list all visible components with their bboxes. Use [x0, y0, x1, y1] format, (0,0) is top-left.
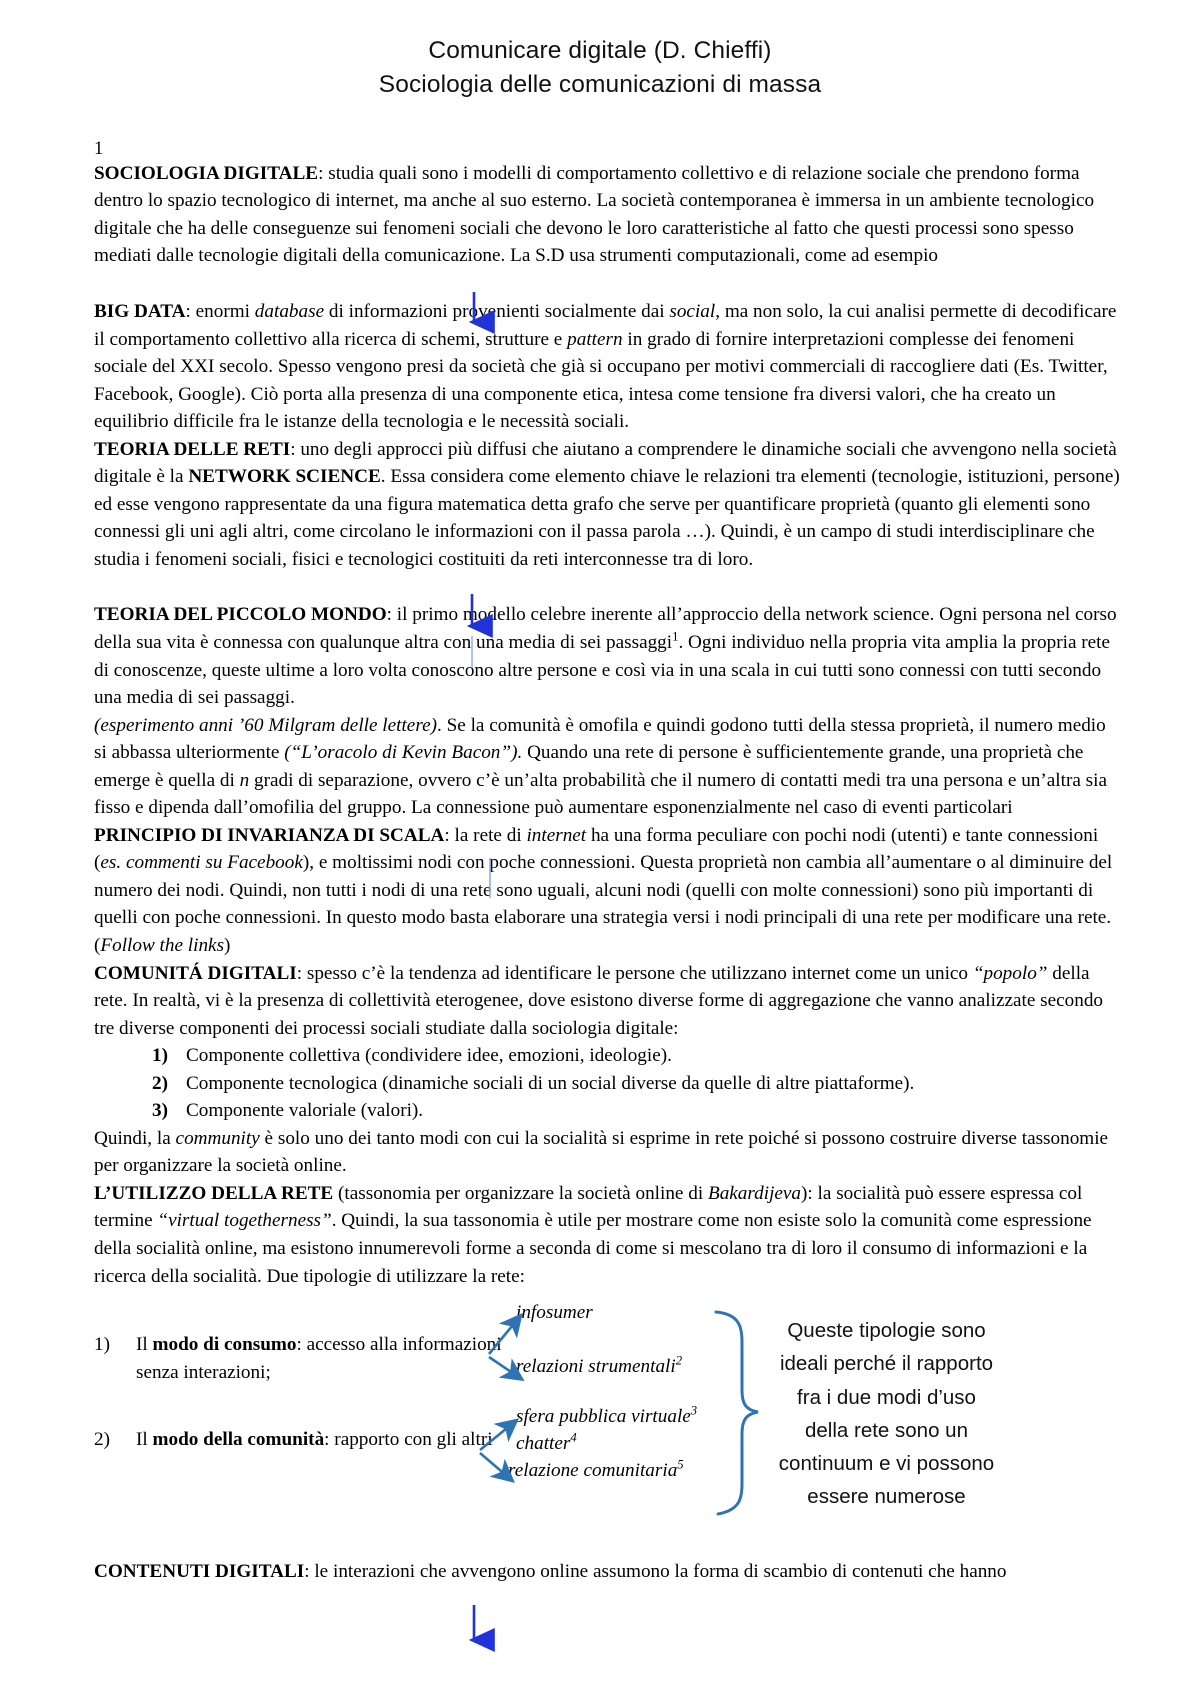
footnote-ref-1: 1 [672, 629, 679, 644]
note-line-4: della rete sono un [805, 1418, 968, 1442]
branch-text: relazione comunitaria [508, 1460, 678, 1482]
italic-pattern: pattern [567, 328, 623, 350]
branch-label-infosumer [516, 1302, 593, 1324]
text-utilizzo-2: ): la socialità può essere espressa col termine [94, 1182, 1083, 1232]
bold-network-science: NETWORK SCIENCE [188, 466, 381, 488]
text-item1-post: : accesso alla informazioni [296, 1334, 502, 1356]
text-comunita-tail-2: è solo uno dei tanto modi con cui la socialità si esprime in rete poiché si possono costruire diverse tassonomie per organizzare la società online. [94, 1127, 1109, 1177]
text-piccolo-mondo-2: . Ogni individuo nella propria vita amplia la propria rete di conoscenze, queste ultime a loro volta conoscono altre persone e così via in una scala in cui tutti sono connessi con tutti secondo una media di sei passaggi. [94, 631, 1111, 709]
list-item [94, 1042, 1120, 1070]
text-comunita-2: della rete. In realtà, vi è la presenza di collettività eterogenee, dove esistono diverse forme di aggregazione che vanno analizzate secondo tre diverse componenti dei processi sociali studiate dalla sociologia digitale: [94, 962, 1104, 1039]
italic-esperimento-milgram: (esperimento anni ’60 Milgram delle lettere) [94, 714, 437, 736]
arrow-to-relazione-comunitaria [480, 1453, 508, 1477]
italic-database: database [254, 300, 325, 322]
diagram-item-2 [94, 1426, 514, 1454]
list-item-label: Componente collettiva (condividere idee, emozioni, ideologie). [186, 1045, 672, 1067]
branch-superscript: 4 [570, 1430, 577, 1445]
text-big-data-2: di informazioni provenienti socialmente dai [324, 300, 670, 322]
branch-superscript: 2 [675, 1353, 683, 1368]
text-item1-pre: Il [136, 1334, 153, 1356]
list-componenti [94, 1042, 1120, 1125]
text-invarianza-3: ), e moltissimi nodi con poche connessioni. Questa proprietà non cambia all’aumentare o al diminuire del numero dei nodi. Quindi, non tutti i nodi di una rete sono uguali, alcuni nodi (quelli con molte connessioni) sono più importanti di quelli con poche connessioni. In questo modo basta elaborare una strategia versi i nodi principali di una rete per modificare una rete. ( [94, 852, 1113, 956]
text-utilizzo-1: (tassonomia per organizzare la società online di [333, 1182, 708, 1204]
heading-invarianza-scala: PRINCIPIO DI INVARIANZA DI SCALA [94, 824, 445, 846]
note-line-6: essere numerose [807, 1485, 966, 1509]
branch-text: infosumer [516, 1302, 593, 1324]
branch-superscript: 3 [690, 1403, 698, 1418]
branch-text: relazioni strumentali [516, 1356, 676, 1378]
diagram-item-1-number: 1) [94, 1334, 110, 1356]
heading-teoria-reti: TEORIA DELLE RETI [94, 438, 291, 460]
italic-n: n [239, 769, 250, 791]
paragraph-piccolo-mondo [94, 601, 1120, 821]
text-piccolo-mondo-3: . Se la comunità è omofila e quindi godono tutti della stessa proprietà, il numero medio si abbassa ulteriormente [94, 714, 1106, 764]
taxonomy-diagram [94, 1302, 1120, 1512]
list-item-label: Componente valoriale (valori). [186, 1100, 424, 1122]
paragraph-contenuti-digitali [94, 1558, 1120, 1586]
text-big-data-4: in grado di fornire interpretazioni complesse dei fenomeni sociale del XXI secolo. Spesso vengono presi da società che già si occupano per motivi commerciali di raccogliere dati (Es. Twitter, Facebook, Google). Ciò porta alla presenza di una componente etica, intesa come tensione fra diversi valori, che ha creato un equilibrio difficile fra le istanze della tecnologia e le necessità sociali. [94, 328, 1108, 433]
text-item2-post: : rapporto con gli altri [324, 1429, 493, 1451]
text-big-data-3: , ma non solo, la cui analisi permette di decodificare il comportamento collettivo alla ricerca di schemi, strutture e [94, 300, 1117, 350]
text-comunita-1: : spesso c’è la tendenza ad identificare le persone che utilizzano internet come un unico [296, 962, 973, 984]
paragraph-utilizzo-rete [94, 1180, 1120, 1290]
italic-popolo: “popolo” [972, 962, 1048, 984]
branch-label-relazione-comunitaria [508, 1457, 684, 1482]
text-item2-pre: Il [136, 1429, 153, 1451]
text-invarianza-4: ) [224, 935, 231, 956]
text-teoria-reti-2: . Essa considera come elemento chiave le relazioni tra elementi (tecnologie, istituzioni, persone) ed esse vengono rappresentate da una figura matematica detta grafo che serve per quantificare proprietà (quanto gli elementi sono connessi gli uni agli altri, come circolano le informazioni con il passa parola …). Quindi, è un campo di studi interdisciplinare che studia i fenomeni sociali, fisici e tecnologici costituiti da reti interconnesse tra di loro. [94, 466, 1120, 570]
list-item-label: Componente tecnologica (dinamiche sociali di un social diverse da quelle di altre piattaforme). [186, 1072, 915, 1094]
list-item [94, 1097, 1120, 1125]
paragraph-invarianza-scala [94, 822, 1120, 960]
note-queste-tipologie [754, 1314, 1019, 1509]
note-line-3: fra i due modi d’uso [797, 1385, 976, 1409]
text-utilizzo-3: . Quindi, la sua tassonomia è utile per mostrare come non esiste solo la comunità come espressione della socialità online, ma esistono innumerevoli forme a seconda di come si mescolano tra di loro il consumo di informazioni e la ricerca della socialità. Due tipologie di utilizzare la rete: [94, 1210, 1092, 1287]
heading-utilizzo-rete: L’UTILIZZO DELLA RETE [94, 1182, 334, 1204]
italic-follow-the-links: Follow the links [100, 935, 225, 956]
heading-piccolo-mondo: TEORIA DEL PICCOLO MONDO [94, 604, 387, 626]
text-piccolo-mondo-4: Quando una rete di persone è sufficientemente grande, una proprietà che emerge è quella di [94, 742, 1084, 791]
page-number: 1 [94, 138, 104, 159]
heading-contenuti-digitali: CONTENUTI DIGITALI [94, 1561, 305, 1583]
bold-modo-di-consumo: modo di consumo [152, 1334, 297, 1356]
diagram-item-2-text [94, 1426, 514, 1454]
italic-es-commenti-facebook: es. commenti su Facebook [100, 852, 303, 874]
branch-label-chatter [516, 1430, 577, 1455]
branch-superscript: 5 [677, 1457, 684, 1472]
paragraph-sociologia-digitale [94, 160, 1120, 270]
branch-label-relazioni-strumentali [516, 1353, 683, 1378]
header-title-line1: Comunicare digitale (D. Chieffi) [428, 37, 772, 64]
heading-big-data: BIG DATA [94, 300, 186, 322]
heading-sociologia-digitale: SOCIOLOGIA DIGITALE [94, 162, 319, 184]
diagram-item-2-number: 2) [94, 1429, 110, 1451]
document-header [0, 0, 1200, 102]
text-invarianza-1: : la rete di [444, 824, 527, 846]
branch-text: sfera pubblica virtuale [516, 1406, 691, 1428]
paragraph-big-data [94, 298, 1120, 436]
text-piccolo-mondo-5: gradi di separazione, ovvero c’è un’alta probabilità che il numero di contatti medi tra una persona e un’altra sia fisso e dipenda dall’omofilia del gruppo. La connessione può aumentare esponenzialmente nel caso di eventi particolari [94, 769, 1107, 819]
note-line-2: ideali perché il rapporto [779, 1352, 994, 1376]
curly-brace [716, 1312, 758, 1514]
diagram-item-1 [94, 1331, 514, 1386]
list-item [94, 1070, 1120, 1098]
header-title-line2: Sociologia delle comunicazioni di massa [378, 70, 822, 98]
note-line-5: continuum e vi possono [778, 1451, 995, 1475]
text-invarianza-2: ha una forma peculiare con pochi nodi (utenti) e tante connessioni ( [94, 824, 1099, 874]
paragraph-comunita-tail [94, 1125, 1120, 1180]
text-teoria-reti-1: : uno degli approcci più diffusi che aiutano a comprendere le dinamiche sociali che avvengono nella società digitale è la [94, 438, 1117, 488]
branch-label-sfera-pubblica-virtuale [516, 1403, 698, 1428]
text-comunita-tail-1: Quindi, la [94, 1127, 176, 1149]
diagram-item-1-line2: senza interazioni; [136, 1361, 271, 1383]
italic-social: social [669, 300, 716, 322]
heading-comunita-digitali: COMUNITÁ DIGITALI [94, 962, 297, 984]
branch-text: chatter [516, 1433, 571, 1455]
text-contenuti-digitali-body: : le interazioni che avvengono online assumono la forma di scambio di contenuti che hanno [304, 1561, 1007, 1583]
note-line-1: Queste tipologie sono [787, 1319, 986, 1343]
diagram-item-1-text [94, 1331, 514, 1359]
list-item-number: 2) [152, 1072, 168, 1094]
text-piccolo-mondo-1: : il primo modello celebre inerente all’approccio della network science. Ogni persona nel corso della sua vita è connessa con qualunque altra con una media di sei passaggi [94, 604, 1117, 653]
list-item-number: 1) [152, 1045, 168, 1067]
text-big-data-1: : enormi [185, 300, 255, 322]
italic-community: community [175, 1127, 260, 1149]
italic-bakardijeva: Bakardijeva [707, 1182, 802, 1204]
italic-oracolo-kevin-bacon: (“L’oracolo di Kevin Bacon”). [284, 742, 523, 764]
text-sociologia-digitale-body: : studia quali sono i modelli di comportamento collettivo e di relazione sociale che prendono forma dentro lo spazio tecnologico di internet, ma anche al suo esterno. La società contemporanea è immersa in un ambiente tecnologico digitale che ha delle conseguenze sui fenomeni sociali che devono le loro caratteristiche al fatto che questi processi sono spesso mediati dalle tecnologie digitali della comunicazione. La S.D usa strumenti computazionali, come ad esempio [94, 162, 1095, 267]
italic-virtual-togetherness: “virtual togetherness” [157, 1210, 332, 1232]
bold-modo-comunita: modo della comunità [152, 1429, 325, 1451]
document-body [80, 138, 1120, 1586]
paragraph-comunita-digitali [94, 960, 1120, 1043]
list-item-number: 3) [152, 1100, 168, 1122]
paragraph-teoria-reti [94, 436, 1120, 574]
italic-internet: internet [526, 824, 587, 846]
